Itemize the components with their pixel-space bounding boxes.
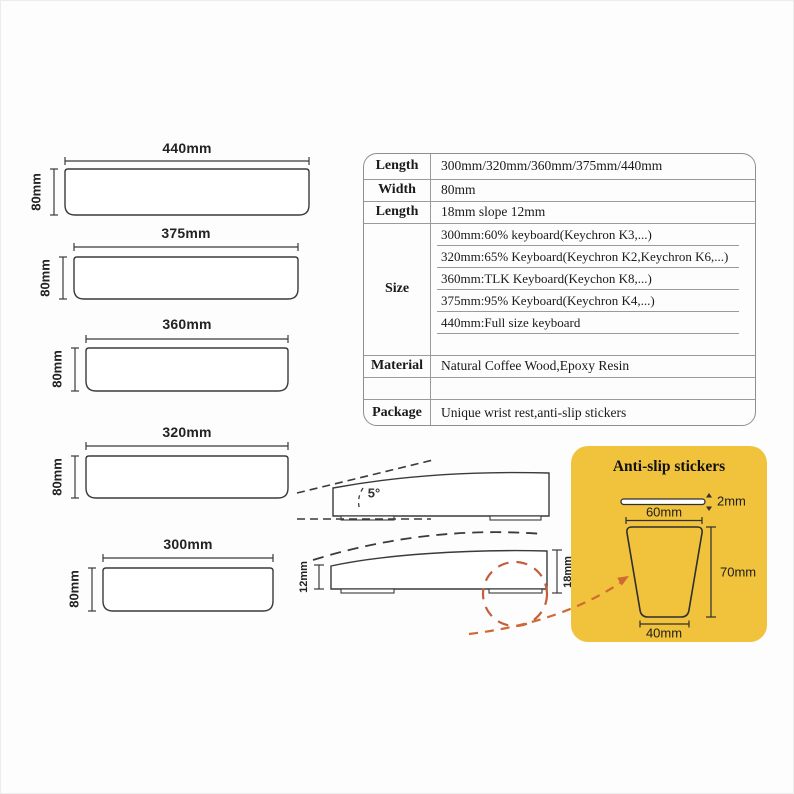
size-value-list	[431, 224, 755, 355]
row-label: Length	[364, 202, 431, 223]
row-value: 300mm/320mm/360mm/375mm/440mm	[441, 158, 663, 174]
length-label-320: 320mm	[162, 424, 212, 440]
top-view-375	[59, 243, 298, 299]
sticker-top-width-label: 60mm	[645, 504, 683, 520]
row-label: Size	[364, 224, 431, 355]
height-label-12mm: 12mm	[298, 561, 310, 593]
side-view-slope	[297, 460, 549, 520]
top-view-300	[88, 554, 273, 611]
width-label: 80mm	[49, 350, 65, 388]
top-view-320	[71, 442, 288, 498]
row-value: Natural Coffee Wood,Epoxy Resin	[441, 358, 630, 374]
sticker-thickness-label: 2mm	[717, 493, 746, 509]
table-row	[364, 400, 755, 425]
table-row	[364, 180, 755, 202]
row-label: Material	[364, 356, 431, 378]
anti-slip-panel-title: Anti-slip stickers	[612, 458, 726, 475]
spec-table	[363, 153, 756, 426]
length-label-360: 360mm	[162, 316, 212, 332]
length-label-375: 375mm	[161, 225, 211, 241]
width-label: 80mm	[28, 173, 44, 211]
top-view-440	[50, 157, 309, 215]
table-row	[364, 356, 755, 379]
size-option: 440mm:Full size keyboard	[437, 312, 739, 334]
row-value: Unique wrist rest,anti-slip stickers	[441, 404, 627, 420]
table-row-spacer	[364, 378, 755, 400]
row-label: Length	[364, 154, 431, 179]
width-label: 80mm	[66, 570, 82, 608]
length-label-440: 440mm	[162, 140, 212, 156]
height-label-18mm: 18mm	[562, 556, 574, 588]
size-option: 375mm:95% Keyboard(Keychron K4,...)	[437, 290, 739, 312]
table-row-size	[364, 224, 755, 356]
size-option: 360mm:TLK Keyboard(Keychon K8,...)	[437, 268, 739, 290]
sticker-bottom-width-label: 40mm	[645, 625, 683, 641]
sticker-height-label: 70mm	[720, 564, 757, 580]
row-label: Package	[364, 400, 431, 425]
width-label: 80mm	[49, 458, 65, 496]
width-label: 80mm	[37, 259, 53, 297]
row-value: 18mm slope 12mm	[441, 204, 546, 220]
slope-angle-label: 5°	[367, 485, 381, 501]
row-label: Width	[364, 180, 431, 201]
top-view-360	[71, 335, 288, 391]
table-row	[364, 202, 755, 224]
row-value: 80mm	[441, 182, 476, 198]
size-option: 320mm:65% Keyboard(Keychron K2,Keychron K6,...)	[437, 246, 739, 268]
size-option: 300mm:60% keyboard(Keychron K3,...)	[437, 224, 739, 246]
length-label-300: 300mm	[163, 536, 213, 552]
table-row	[364, 154, 755, 180]
